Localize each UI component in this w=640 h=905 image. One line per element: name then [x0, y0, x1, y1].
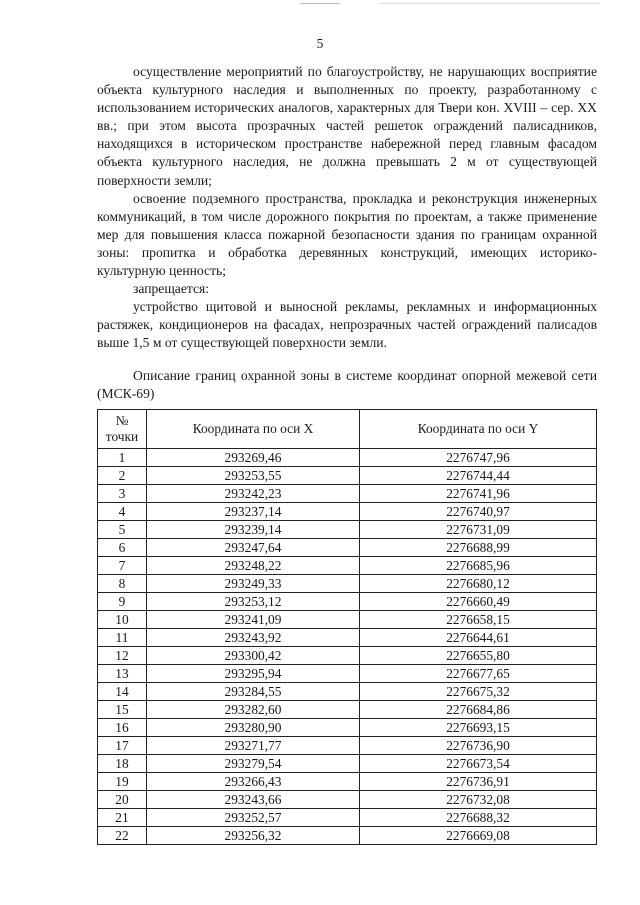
cell-point-number: 20	[98, 791, 147, 809]
table-row	[98, 737, 597, 755]
table-row	[98, 467, 597, 485]
cell-coord-y: 2276747,96	[360, 449, 597, 467]
cell-point-number: 14	[98, 683, 147, 701]
table-row	[98, 791, 597, 809]
table-row	[98, 485, 597, 503]
cell-point-number: 2	[98, 467, 147, 485]
paragraph-underground: освоение подземного пространства, прокладка и реконструкция инженерных коммуникаций, в том числе дорожного покрытия по проектам, а также применение мер для повышения класса пожарной безопасности здания по границам охранной зоны: пропитка и обработка деревянных конструкций, имеющих историко-культурную ценность;	[97, 190, 597, 279]
table-row	[98, 809, 597, 827]
paragraph-table-caption: Описание границ охранной зоны в системе координат опорной межевой сети (МСК-69)	[97, 367, 597, 401]
cell-coord-y: 2276644,61	[360, 629, 597, 647]
table-row	[98, 701, 597, 719]
table-row	[98, 539, 597, 557]
cell-point-number: 3	[98, 485, 147, 503]
cell-coord-x: 293271,77	[147, 737, 360, 755]
cell-point-number: 17	[98, 737, 147, 755]
table-row	[98, 629, 597, 647]
cell-coord-y: 2276680,12	[360, 575, 597, 593]
cell-coord-x: 293253,55	[147, 467, 360, 485]
cell-coord-x: 293243,92	[147, 629, 360, 647]
cell-coord-x: 293243,66	[147, 791, 360, 809]
cell-coord-x: 293256,32	[147, 827, 360, 845]
page-number: 5	[316, 36, 324, 51]
cell-coord-y: 2276677,65	[360, 665, 597, 683]
cell-coord-y: 2276655,80	[360, 647, 597, 665]
cell-point-number: 1	[98, 449, 147, 467]
cell-coord-x: 293241,09	[147, 611, 360, 629]
cell-coord-y: 2276685,96	[360, 557, 597, 575]
cell-coord-x: 293282,60	[147, 701, 360, 719]
cell-coord-x: 293266,43	[147, 773, 360, 791]
cell-coord-y: 2276693,15	[360, 719, 597, 737]
table-row	[98, 593, 597, 611]
table-row	[98, 503, 597, 521]
cell-point-number: 11	[98, 629, 147, 647]
cell-coord-x: 293253,12	[147, 593, 360, 611]
cell-point-number: 12	[98, 647, 147, 665]
table-row	[98, 557, 597, 575]
paragraph-advertising: устройство щитовой и выносной рекламы, рекламных и информационных растяжек, кондиционеров на фасадах, непрозрачных частей ограждений палисадов выше 1,5 м от существующей поверхности земли.	[97, 299, 597, 351]
cell-coord-x: 293300,42	[147, 647, 360, 665]
cell-coord-x: 293242,23	[147, 485, 360, 503]
cell-coord-y: 2276741,96	[360, 485, 597, 503]
table-row	[98, 521, 597, 539]
table-row	[98, 611, 597, 629]
cell-point-number: 21	[98, 809, 147, 827]
cell-coord-x: 293269,46	[147, 449, 360, 467]
coordinates-table	[97, 409, 597, 845]
cell-coord-x: 293239,14	[147, 521, 360, 539]
scan-artifact-top	[300, 3, 340, 4]
cell-coord-y: 2276736,90	[360, 737, 597, 755]
header-coord-y: Координата по оси Y	[360, 410, 597, 449]
table-row	[98, 683, 597, 701]
table-row	[98, 665, 597, 683]
cell-coord-y: 2276684,86	[360, 701, 597, 719]
cell-point-number: 18	[98, 755, 147, 773]
cell-coord-y: 2276731,09	[360, 521, 597, 539]
paragraph-landscaping: осуществление мероприятий по благоустройству, не нарушающих восприятие объекта культурного наследия и выполненных по проекту, разработанному с использованием исторических аналогов, характерных для Твери кон. XVIII – сер. XX вв.; при этом высота прозрачных частей решеток ограждений палисадников, находящихся в историческом пространстве набережной перед главным фасадом объекта культурного наследия, не должна превышать 2 м от существующей поверхности земли;	[97, 64, 597, 188]
cell-coord-y: 2276688,99	[360, 539, 597, 557]
cell-point-number: 6	[98, 539, 147, 557]
table-row	[98, 719, 597, 737]
cell-coord-y: 2276660,49	[360, 593, 597, 611]
cell-point-number: 15	[98, 701, 147, 719]
table-body	[98, 449, 597, 845]
cell-coord-x: 293247,64	[147, 539, 360, 557]
table-row	[98, 449, 597, 467]
cell-coord-x: 293237,14	[147, 503, 360, 521]
table-row	[98, 647, 597, 665]
cell-point-number: 13	[98, 665, 147, 683]
paragraph-prohibited-heading: запрещается:	[133, 281, 210, 297]
cell-coord-x: 293280,90	[147, 719, 360, 737]
cell-coord-x: 293279,54	[147, 755, 360, 773]
cell-point-number: 7	[98, 557, 147, 575]
cell-coord-y: 2276688,32	[360, 809, 597, 827]
cell-point-number: 4	[98, 503, 147, 521]
cell-coord-y: 2276669,08	[360, 827, 597, 845]
header-point-number: № точки	[98, 410, 147, 449]
cell-coord-x: 293295,94	[147, 665, 360, 683]
scan-artifact-top-right	[380, 3, 600, 4]
cell-point-number: 16	[98, 719, 147, 737]
table-row	[98, 575, 597, 593]
cell-coord-x: 293252,57	[147, 809, 360, 827]
table-row	[98, 827, 597, 845]
cell-coord-y: 2276732,08	[360, 791, 597, 809]
cell-point-number: 10	[98, 611, 147, 629]
cell-point-number: 19	[98, 773, 147, 791]
cell-coord-x: 293284,55	[147, 683, 360, 701]
table-row	[98, 755, 597, 773]
cell-coord-y: 2276744,44	[360, 467, 597, 485]
cell-point-number: 22	[98, 827, 147, 845]
document-body	[97, 63, 597, 403]
cell-coord-y: 2276736,91	[360, 773, 597, 791]
cell-point-number: 8	[98, 575, 147, 593]
table-header-row	[98, 410, 597, 449]
table-row	[98, 773, 597, 791]
header-coord-x: Координата по оси X	[147, 410, 360, 449]
cell-point-number: 5	[98, 521, 147, 539]
cell-coord-y: 2276740,97	[360, 503, 597, 521]
cell-point-number: 9	[98, 593, 147, 611]
cell-coord-x: 293248,22	[147, 557, 360, 575]
cell-coord-y: 2276658,15	[360, 611, 597, 629]
cell-coord-y: 2276673,54	[360, 755, 597, 773]
cell-coord-x: 293249,33	[147, 575, 360, 593]
cell-coord-y: 2276675,32	[360, 683, 597, 701]
